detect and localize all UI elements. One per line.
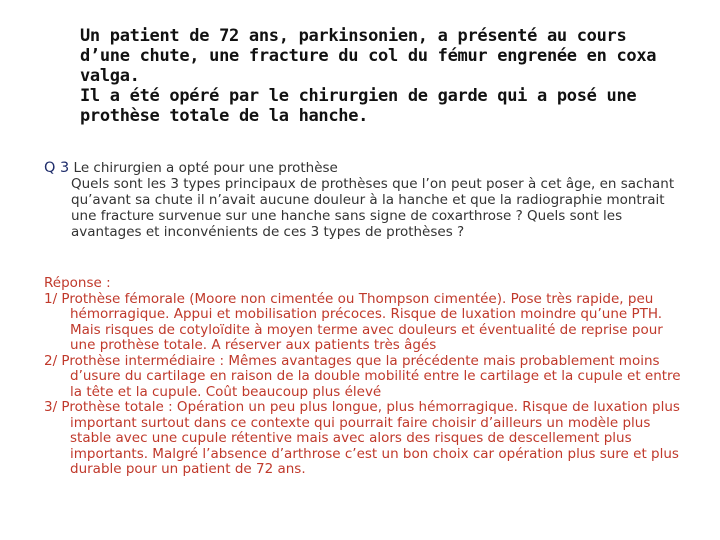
question-text: Quels sont les 3 types principaux de prothèses que l’on peut poser à cet âge, en sachant qu’avant sa chute il n’avait aucune douleur à la hanche et que la radiographie montrait une fracture survenue sur une hanche sans signe de coxarthrose ? Quels sont les avantages et inconvénients de ces 3 types de prothèses ?: [71, 176, 675, 240]
case-title: [72, 26, 672, 126]
question-intro: Le chirurgien a opté pour une prothèse: [73, 160, 338, 176]
question-number: Q 3: [44, 160, 70, 176]
answer-item-1: 1/ Prothèse fémorale (Moore non cimentée ou Thompson cimentée). Pose très rapide, peu hémorragique. Appui et mobilisation précoces. Risque de luxation moindre qu’une PTH. Mais risques de cotyloïdite à moyen terme avec douleurs et éventualité de reprise pour une prothèse totale. A réserver aux patients très âgés: [44, 290, 663, 353]
title-paragraph-2: Il a été opéré par le chirurgien de garde qui a posé une prothèse totale de la hanche.: [80, 86, 637, 126]
answer-block: [44, 276, 684, 478]
answer-heading: Réponse :: [44, 275, 111, 291]
question-block: [44, 160, 684, 240]
answer-item-3: 3/ Prothèse totale : Opération un peu plus longue, plus hémorragique. Risque de luxation plus important surtout dans ce contexte qui pourrait faire choisir d’ailleurs un modèle plus stable avec une cupule rétentive mais avec alors des risques de descellement plus importants. Malgré l’absence d’arthrose c’est un bon choix car opération plus sure et plus durable pour un patient de 72 ans.: [44, 399, 680, 477]
answer-item-2: 2/ Prothèse intermédiaire : Mêmes avantages que la précédente mais probablement moins d’usure du cartilage en raison de la double mobilité entre le cartilage et la cupule et entre la tête et la cupule. Coût beaucoup plus élevé: [44, 352, 681, 400]
title-paragraph-1: Un patient de 72 ans, parkinsonien, a présenté au cours d’une chute, une fracture du col du fémur engrenée en coxa valga.: [80, 26, 657, 86]
question-header: [44, 160, 684, 176]
